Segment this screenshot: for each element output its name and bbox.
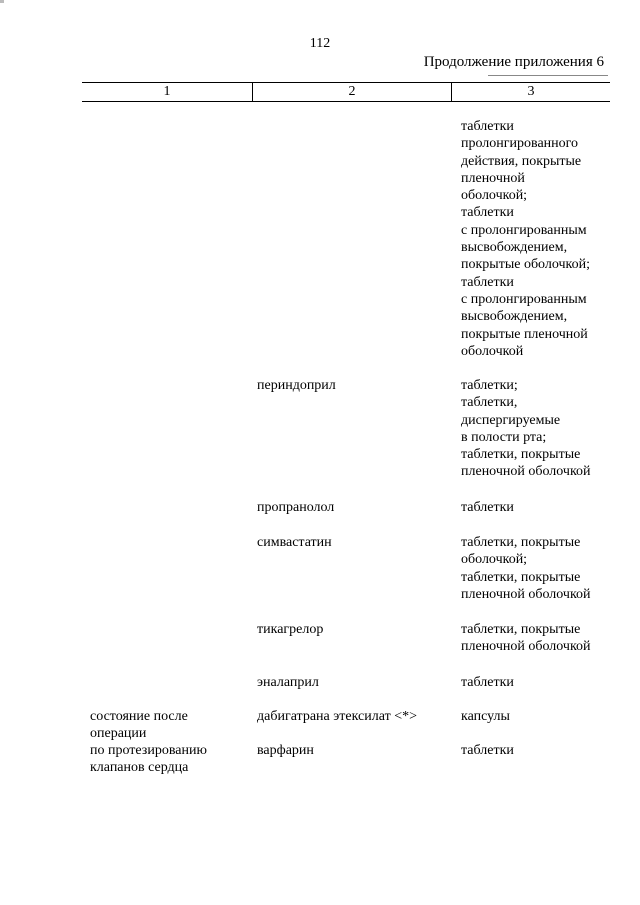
table-cell-dosage-form: капсулы — [461, 709, 510, 724]
table-cell-condition: по протезированию клапанов сердца — [90, 743, 207, 776]
table-cell-drug-name: периндоприл — [257, 378, 336, 393]
table-cell-drug-name: пропранолол — [257, 500, 335, 515]
table-cell-drug-name: тикагрелор — [257, 622, 324, 637]
table-cell-dosage-form: таблетки пролонгированного действия, покрытые пленочной оболочкой; таблетки с пролонгированным высвобождением, покрытые оболочкой; таблетки с пролонгированным высвобождением, покрытые пленочной оболочкой — [461, 119, 591, 359]
table-cell-drug-name: симвастатин — [257, 535, 332, 550]
table-cell-dosage-form: таблетки — [461, 743, 514, 758]
column-header-1: 1 — [82, 83, 253, 101]
table-cell-dosage-form: таблетки, покрытые пленочной оболочкой — [461, 622, 591, 655]
column-header-2: 2 — [253, 83, 452, 101]
page-number: 112 — [309, 36, 331, 51]
table-cell-dosage-form: таблетки, покрытые оболочкой; таблетки, покрытые пленочной оболочкой — [461, 535, 591, 602]
table-cell-condition: состояние после операции — [90, 709, 188, 742]
table-cell-dosage-form: таблетки; таблетки, диспергируемые в полости рта; таблетки, покрытые пленочной оболочкой — [461, 378, 591, 480]
top-rule — [488, 75, 608, 76]
table-cell-drug-name: дабигатрана этексилат <*> — [257, 709, 418, 724]
table-cell-dosage-form: таблетки — [461, 500, 514, 515]
scan-mark — [0, 0, 4, 3]
table-cell-dosage-form: таблетки — [461, 675, 514, 690]
column-header-3: 3 — [527, 84, 535, 99]
table-header-row — [82, 82, 610, 102]
table-cell-drug-name: варфарин — [257, 743, 314, 758]
continuation-label: Продолжение приложения 6 — [423, 54, 604, 70]
table-cell-drug-name: эналаприл — [257, 675, 319, 690]
